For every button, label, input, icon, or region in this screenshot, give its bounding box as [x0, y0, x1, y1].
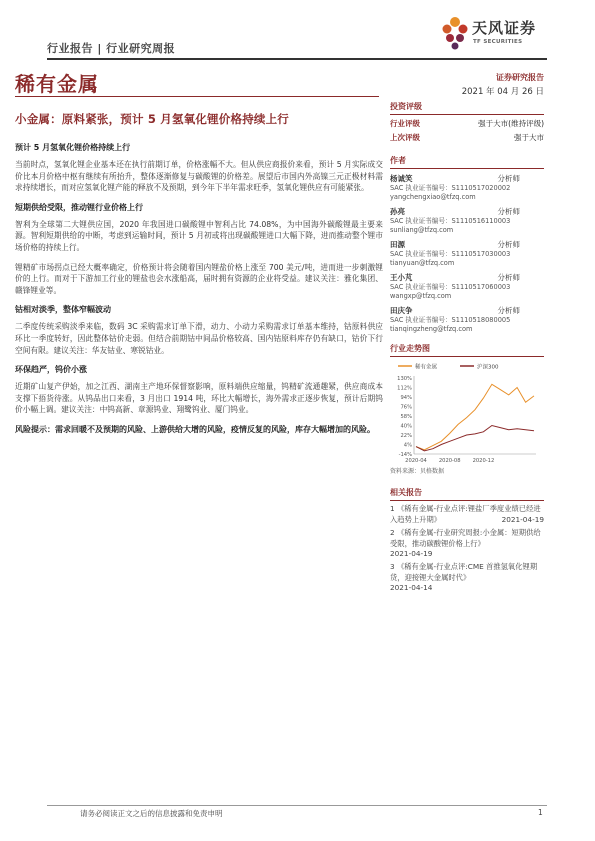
section-paragraph: 近期矿山复产伊始，加之江西、湖南主产地环保督察影响，原料端供应缩量，钨精矿流通趣紧，供应商成本支撑下捂货待涨。从钨品出口来看，3 月出口 1914 吨，环比大幅增长，海外需求正逐步恢复，预计后期钨价小幅上调。建议关注：中钨高新、章源钨业、翔鹭钨业、厦门钨业。: [15, 382, 383, 415]
section-paragraph: 当前时点，氢氧化锂企业基本还在执行前期订单，价格涨幅不大。但从供应商报价来看，预计 5 月实际成交价比本月价格中枢有继续有所抬升，整体逐渐修复与碳酸锂的价格差。展望后市国内外高镍三元正极材料需求持续增长，而对应氢氧化锂产能的释放不及预期，到今年下半年需求旺季，氢氧化锂供应有可能紧张。: [15, 160, 383, 193]
x-tick-label: 2020-08: [438, 458, 461, 464]
author-title: 分析师: [497, 207, 520, 216]
section-paragraph: 锂精矿市场拐点已经大概率确定，价格预计将会随着国内锂盐价格上涨至 700 美元/吨，进而进一步刺激锂价的上行。而对于下游加工行业的锂盐也会水涨船高，届时拥有资源的企业将受益。建议关注：雅化集团、赣锋锂业等。: [15, 262, 383, 295]
author-card: [390, 305, 544, 334]
rating-row: [390, 117, 544, 131]
report-category: 行业报告 | 行业研究周报: [47, 42, 176, 55]
author-card: [390, 206, 544, 235]
author-email[interactable]: sunliang@tfzq.com: [390, 226, 454, 234]
related-report-link[interactable]: 3 《稀有金属-行业点评:CME 首推氢氧化锂期货，迎接锂大金属时代》: [390, 562, 538, 582]
report-date: 2021 年 04 月 26 日: [461, 87, 544, 97]
related-report-date: 2021-04-14: [390, 583, 433, 592]
page-number: 1: [538, 808, 543, 817]
y-tick-label: -14%: [398, 452, 412, 458]
title-divider: [15, 96, 379, 97]
authors-heading: 作者: [390, 155, 544, 169]
chart-source: 资料来源：贝格数据: [390, 468, 445, 475]
related-panel: [390, 487, 544, 593]
header-divider: [47, 58, 547, 60]
author-cert: SAC 执业证书编号：S1110517060003: [390, 283, 511, 291]
author-name: 王小芃: [390, 273, 413, 282]
company-name-en: TF SECURITIES: [473, 39, 523, 45]
related-heading: 相关报告: [390, 487, 544, 501]
x-tick-label: 2020-12: [472, 458, 495, 464]
footer-divider: [47, 805, 547, 806]
rating-label: 行业评级: [390, 119, 420, 128]
footer-disclaimer: 请务必阅读正文之后的信息披露和免责申明: [80, 809, 223, 818]
rating-heading: 投资评级: [390, 101, 544, 115]
risk-warning: 风险提示：需求回暖不及预期的风险、上游供给大增的风险，疫情反复的风险，库存大幅增加的风险。: [15, 424, 375, 434]
company-name: 天风证券: [472, 19, 537, 37]
y-tick-label: 112%: [397, 385, 412, 392]
author-title: 分析师: [497, 240, 520, 249]
related-report-link[interactable]: 2 《稀有金属-行业研究周报:小金属：短期供给受限，推动碳酸锂价格上行》: [390, 528, 541, 548]
report-type: 证券研究报告: [496, 73, 544, 82]
author-title: 分析师: [497, 273, 520, 282]
series-line-rare-metals: [416, 384, 534, 450]
author-cert: SAC 执业证书编号：S1110516110003: [390, 217, 511, 225]
y-tick-label: 4%: [403, 442, 412, 449]
rating-value: 强于大市(维持评级): [478, 119, 544, 128]
section-paragraph: 智利为全球第二大锂供应国，2020 年我国进口碳酸锂中智利占比 74.08%，为中国海外碳酸锂最主要来源。智利短期供给的中断，考虑到运输时间，预计 5 月初或将出现碳酸锂进口大幅下降，进而推动整个锂市场价格的持续上行。: [15, 219, 383, 252]
author-email[interactable]: tianyuan@tfzq.com: [390, 259, 455, 267]
section-heading: 短期供给受限，推动锂行业价格上行: [15, 202, 143, 212]
author-email[interactable]: wangxp@tfzq.com: [390, 292, 452, 300]
y-tick-label: 22%: [400, 433, 412, 439]
main-content: [15, 142, 383, 436]
author-email[interactable]: tianqingzheng@tfzq.com: [390, 325, 473, 333]
sector-title: 稀有金属: [15, 72, 99, 96]
y-tick-label: 40%: [400, 423, 412, 430]
author-cert: SAC 执业证书编号：S1110517020002: [390, 184, 511, 192]
series-line-csi300: [416, 426, 534, 451]
chart-heading: 行业走势图: [390, 343, 544, 357]
author-name: 孙亮: [390, 207, 405, 216]
y-tick-label: 94%: [400, 395, 412, 401]
related-report-date: 2021-04-19: [501, 515, 544, 524]
company-logo-icon: [440, 14, 470, 54]
y-tick-label: 58%: [400, 414, 412, 420]
rating-label: 上次评级: [390, 133, 420, 142]
y-tick-label: 76%: [400, 404, 412, 411]
author-cert: SAC 执业证书编号：S1110518080005: [390, 316, 511, 324]
section-paragraph: 二季度传统采购淡季来临，数码 3C 采购需求订单下滑，动力、小动力采购需求订单基本维持，钴原料供应环比一季度转好，因此整体钴价走弱。但结合前期钴中间品价格较高、国内钴原料库存仍有缺口，钴价下行空间有限。建议关注：华友钴业、寒锐钴业。: [15, 322, 383, 355]
author-name: 杨诚笑: [390, 174, 413, 183]
author-card: [390, 272, 544, 301]
author-card: [390, 239, 544, 268]
author-name: 田庆争: [390, 306, 413, 315]
author-name: 田源: [390, 240, 405, 249]
author-title: 分析师: [497, 306, 520, 315]
section-heading: 预计 5 月氢氧化锂价格持续上行: [15, 143, 131, 152]
author-email[interactable]: yangchengxiao@tfzq.com: [390, 193, 476, 201]
rating-value: 强于大市: [514, 133, 544, 142]
rating-row: [390, 131, 544, 145]
industry-trend-chart: [390, 358, 544, 466]
author-cert: SAC 执业证书编号：S1110517030003: [390, 250, 511, 258]
authors-panel: [390, 155, 544, 338]
y-tick-label: 130%: [397, 376, 412, 382]
author-card: [390, 173, 544, 202]
chart-heading-wrap: [390, 343, 544, 357]
rating-panel: [390, 101, 544, 145]
x-tick-label: 2020-04: [405, 458, 427, 464]
report-title: 小金属：原料紧张，预计 5 月氢氧化锂价格持续上行: [15, 112, 290, 126]
section-heading: 钴相对淡季，整体窄幅波动: [15, 305, 111, 315]
related-report-link[interactable]: 1 《稀有金属-行业点评:锂盐厂季度业绩已经进入趋势上升期》: [390, 504, 541, 524]
author-title: 分析师: [497, 174, 520, 183]
legend-label: 沪深300: [477, 364, 499, 371]
legend-label: 稀有金属: [415, 364, 438, 371]
related-report-date: 2021-04-19: [390, 549, 433, 558]
section-heading: 环保趋严，钨价小涨: [15, 365, 87, 375]
